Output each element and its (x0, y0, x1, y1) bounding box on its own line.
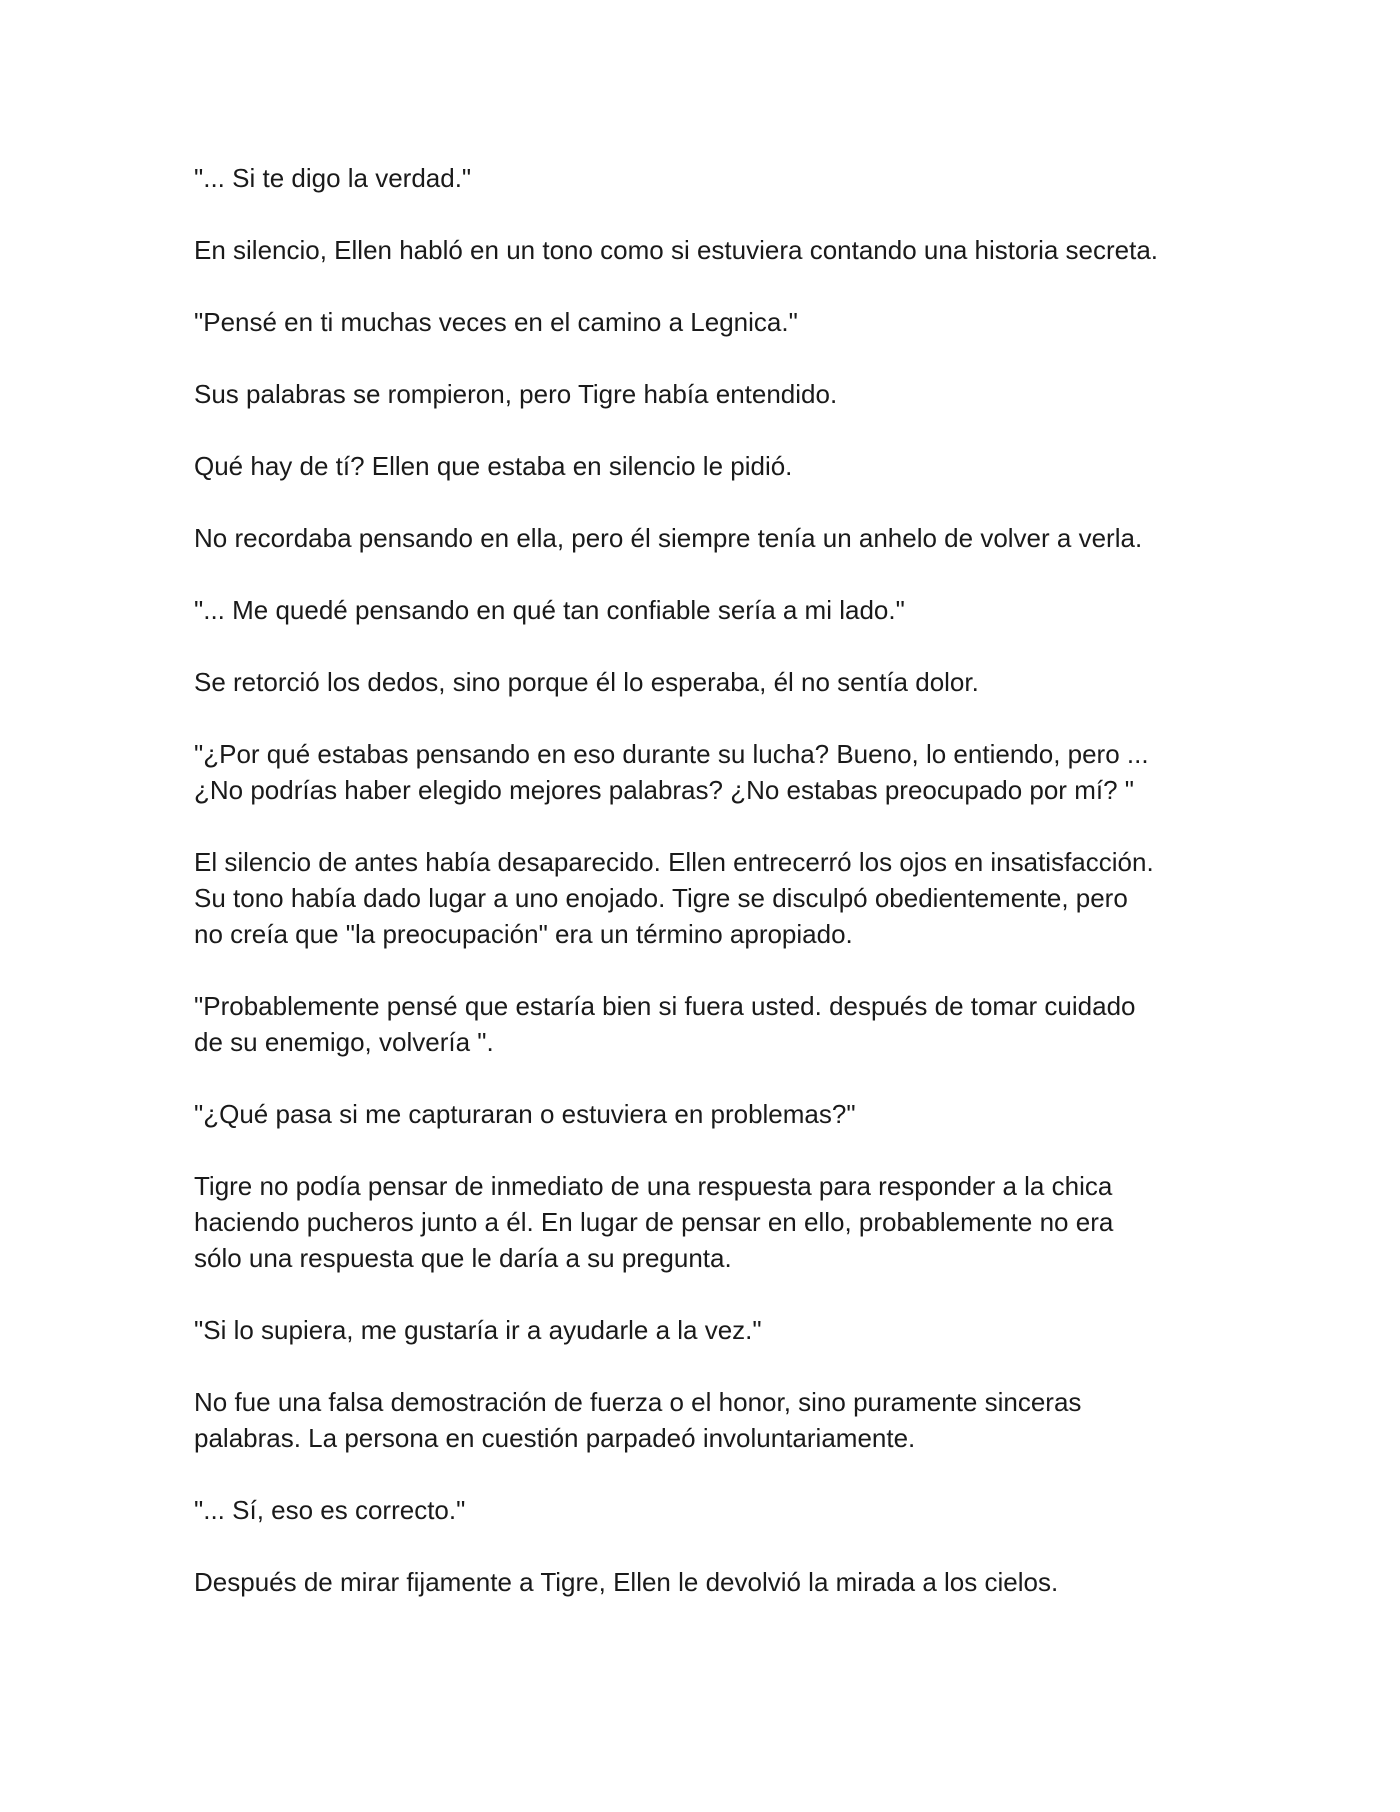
paragraph (194, 1096, 1234, 1132)
paragraph (194, 376, 1234, 412)
text-line: palabras. La persona en cuestión parpadeó involuntariamente. (194, 1423, 916, 1453)
paragraph (194, 448, 1234, 484)
text-line: "... Sí, eso es correcto." (194, 1495, 466, 1525)
text-line: no creía que "la preocupación" era un término apropiado. (194, 919, 853, 949)
text-line: Se retorció los dedos, sino porque él lo esperaba, él no sentía dolor. (194, 667, 979, 697)
text-line: "¿Qué pasa si me capturaran o estuviera en problemas?" (194, 1099, 856, 1129)
text-line: de su enemigo, volvería ". (194, 1027, 494, 1057)
text-line: "... Me quedé pensando en qué tan confiable sería a mi lado." (194, 595, 905, 625)
paragraph (194, 1312, 1234, 1348)
text-line: ¿No podrías haber elegido mejores palabras? ¿No estabas preocupado por mí? " (194, 775, 1134, 805)
paragraph (194, 736, 1234, 808)
paragraph (194, 1384, 1234, 1456)
paragraph (194, 664, 1234, 700)
paragraph (194, 988, 1234, 1060)
paragraph (194, 1564, 1234, 1600)
text-line: Tigre no podía pensar de inmediato de una respuesta para responder a la chica (194, 1171, 1113, 1201)
text-line: Sus palabras se rompieron, pero Tigre había entendido. (194, 379, 838, 409)
document-page (194, 160, 1234, 1636)
paragraph (194, 304, 1234, 340)
paragraph (194, 592, 1234, 628)
text-line: haciendo pucheros junto a él. En lugar de pensar en ello, probablemente no era (194, 1207, 1114, 1237)
paragraph (194, 160, 1234, 196)
paragraph (194, 232, 1234, 268)
paragraph (194, 1492, 1234, 1528)
text-line: "Pensé en ti muchas veces en el camino a Legnica." (194, 307, 798, 337)
text-line: En silencio, Ellen habló en un tono como si estuviera contando una historia secreta. (194, 235, 1159, 265)
text-line: "Si lo supiera, me gustaría ir a ayudarle a la vez." (194, 1315, 762, 1345)
text-line: Después de mirar fijamente a Tigre, Ellen le devolvió la mirada a los cielos. (194, 1567, 1059, 1597)
text-line: "Probablemente pensé que estaría bien si fuera usted. después de tomar cuidado (194, 991, 1136, 1021)
text-line: El silencio de antes había desaparecido. Ellen entrecerró los ojos en insatisfacción. (194, 847, 1154, 877)
text-line: sólo una respuesta que le daría a su pregunta. (194, 1243, 732, 1273)
paragraph (194, 520, 1234, 556)
paragraph (194, 1168, 1234, 1276)
text-line: "... Si te digo la verdad." (194, 163, 472, 193)
text-line: "¿Por qué estabas pensando en eso durante su lucha? Bueno, lo entiendo, pero ... (194, 739, 1149, 769)
paragraph (194, 844, 1234, 952)
text-line: Qué hay de tí? Ellen que estaba en silencio le pidió. (194, 451, 793, 481)
text-line: No fue una falsa demostración de fuerza o el honor, sino puramente sinceras (194, 1387, 1082, 1417)
text-line: No recordaba pensando en ella, pero él siempre tenía un anhelo de volver a verla. (194, 523, 1143, 553)
text-line: Su tono había dado lugar a uno enojado. Tigre se disculpó obedientemente, pero (194, 883, 1128, 913)
